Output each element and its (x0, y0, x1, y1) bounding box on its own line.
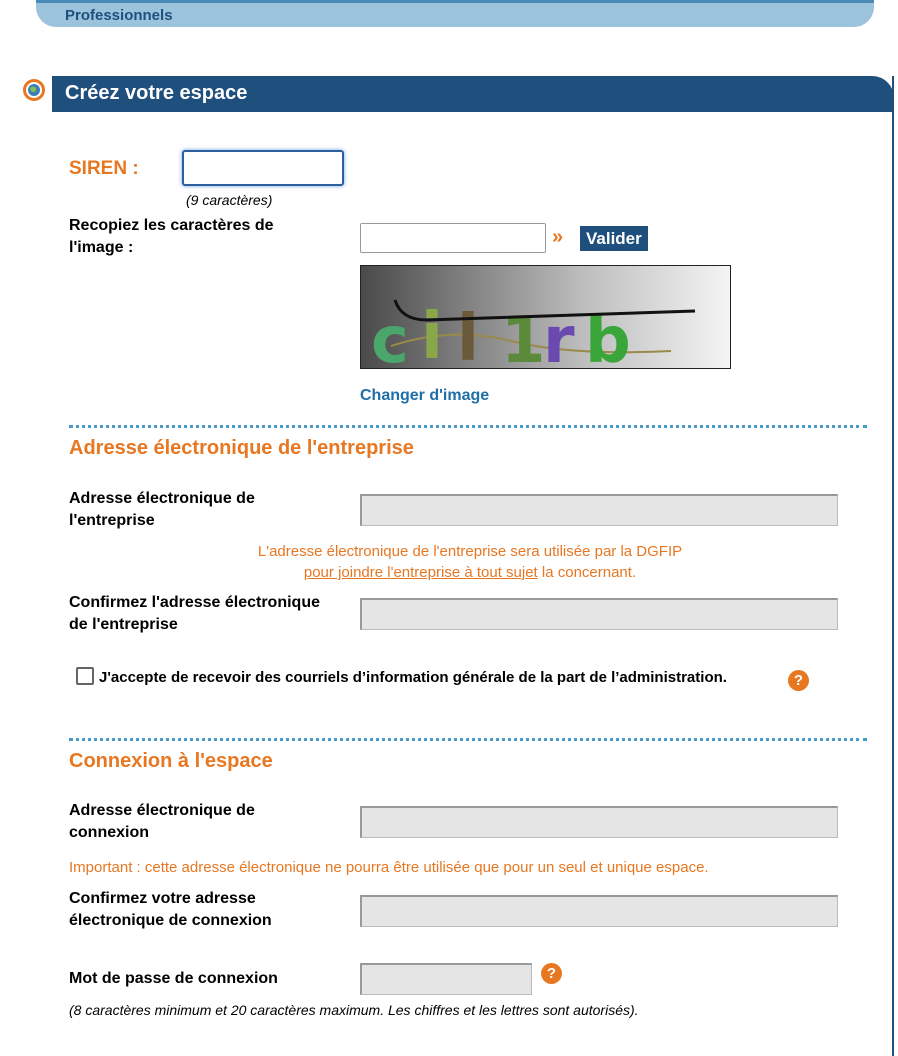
help-icon[interactable]: ? (541, 963, 562, 984)
password-input[interactable] (360, 963, 532, 995)
siren-label: SIREN : (69, 158, 139, 179)
professionnels-tab-label: Professionnels (65, 7, 173, 24)
company-email-note-line1: L'adresse électronique de l'entreprise sera utilisée par la DGFIP (257, 543, 683, 560)
confirm-company-email-input[interactable] (360, 598, 838, 630)
contact-purpose-link[interactable]: pour joindre l'entreprise à tout sujet (303, 564, 538, 581)
company-email-section-title: Adresse électronique de l'entreprise (69, 437, 414, 459)
password-label: Mot de passe de connexion (69, 970, 278, 987)
consent-label: J'accepte de recevoir des courriels d’information générale de la part de l’administration. (99, 669, 727, 686)
connection-section-title: Connexion à l'espace (69, 750, 273, 772)
captcha-glyph: b (585, 304, 631, 368)
captcha-glyph: r (543, 304, 575, 368)
siren-hint: (9 caractères) (186, 192, 273, 208)
captcha-input[interactable] (360, 223, 546, 253)
globe-icon (22, 78, 46, 102)
panel-title: Créez votre espace (65, 82, 248, 104)
company-email-note-line2: la concernant. (537, 564, 637, 581)
login-email-note: Important : cette adresse électronique ne pourra être utilisée que pour un seul et unique espace. (69, 859, 709, 876)
panel-header (52, 76, 894, 112)
captcha-glyph: c (371, 304, 409, 368)
help-icon[interactable]: ? (788, 670, 809, 691)
company-email-input[interactable] (360, 494, 838, 526)
chevron-right-icon: » (552, 226, 564, 248)
confirm-login-email-label: Confirmez votre adresse électronique de connexion (69, 890, 272, 929)
siren-input[interactable] (182, 150, 344, 186)
confirm-company-email-label: Confirmez l'adresse électronique de l'entreprise (69, 594, 320, 633)
captcha-glyph: l (457, 302, 479, 368)
captcha-image (360, 265, 731, 369)
captcha-label: Recopiez les caractères de l'image : (69, 217, 274, 256)
login-email-label: Adresse électronique de connexion (69, 802, 255, 841)
professionnels-tab[interactable] (36, 0, 874, 27)
validate-button[interactable]: Valider (580, 226, 648, 251)
captcha-glyph: i (421, 300, 443, 368)
password-hint: (8 caractères minimum et 20 caractères maximum. Les chiffres et les lettres sont autorisés). (69, 1002, 639, 1018)
change-image-link[interactable]: Changer d'image (360, 387, 490, 404)
company-email-note (200, 541, 740, 583)
login-email-input[interactable] (360, 806, 838, 838)
consent-checkbox[interactable] (76, 667, 94, 685)
captcha-glyph: 1 (501, 304, 546, 368)
section-divider (69, 425, 867, 428)
confirm-login-email-input[interactable] (360, 895, 838, 927)
company-email-label: Adresse électronique de l'entreprise (69, 490, 255, 529)
section-divider (69, 738, 867, 741)
